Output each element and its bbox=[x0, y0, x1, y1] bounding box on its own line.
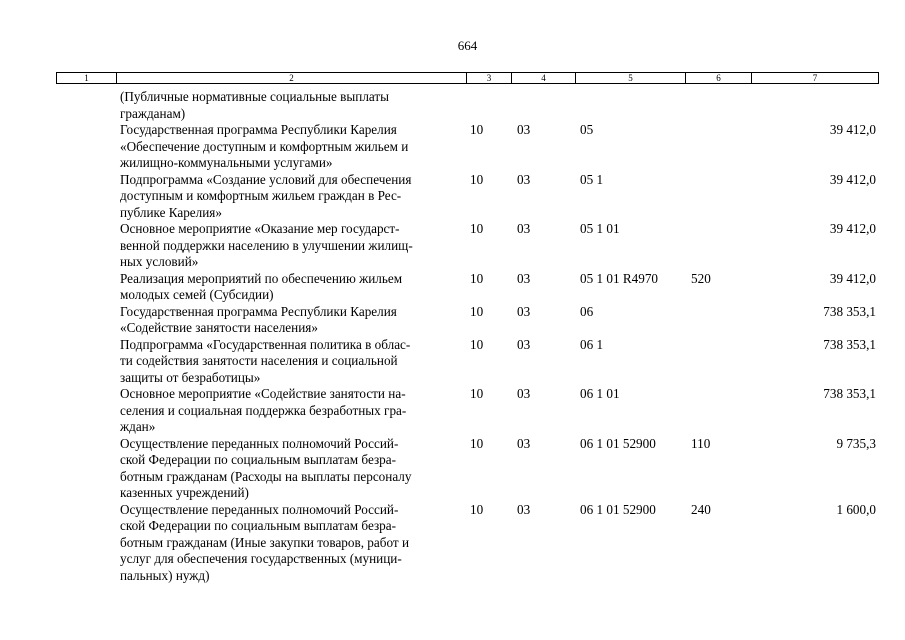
row-section: 10 bbox=[470, 435, 484, 451]
row-name: Основное мероприятие «Содействие занятости на- селения и социальная поддержка безработных гра- ждан» bbox=[120, 386, 407, 434]
row-subsection: 03 bbox=[517, 303, 531, 319]
row-target-article: 06 1 01 bbox=[580, 386, 620, 401]
row-amount: 39 412,0 bbox=[829, 270, 876, 286]
table-row bbox=[0, 436, 905, 502]
row-section: 10 bbox=[470, 336, 484, 352]
table-row bbox=[0, 386, 905, 436]
row-subsection: 03 bbox=[517, 501, 531, 517]
table-row bbox=[0, 221, 905, 271]
row-name: Реализация мероприятий по обеспечению жильем молодых семей (Субсидии) bbox=[120, 270, 403, 302]
table-row bbox=[0, 89, 905, 122]
row-target-article: 05 bbox=[580, 122, 594, 137]
header-cell: 4 bbox=[512, 73, 576, 83]
row-amount: 39 412,0 bbox=[829, 171, 876, 187]
row-name: Основное мероприятие «Оказание мер государст- венной поддержки населению в улучшении жилищ- ных условий» bbox=[120, 221, 413, 269]
row-target-article: 05 1 01 R4970 bbox=[580, 270, 659, 286]
row-subsection: 03 bbox=[517, 221, 531, 236]
row-name: (Публичные нормативные социальные выплаты гражданам) bbox=[120, 89, 390, 121]
row-subsection: 03 bbox=[517, 171, 531, 187]
row-target-article: 05 1 bbox=[580, 171, 604, 187]
header-cell: 7 bbox=[812, 73, 818, 83]
row-amount: 738 353,1 bbox=[823, 336, 876, 352]
row-name: Государственная программа Республики Карелия «Содействие занятости населения» bbox=[120, 303, 397, 335]
row-expense-type: 110 bbox=[691, 435, 711, 451]
row-subsection: 03 bbox=[517, 122, 531, 137]
header-cell: 3 bbox=[467, 73, 512, 83]
row-target-article: 06 bbox=[580, 303, 594, 319]
row-name: Подпрограмма «Создание условий для обеспечения доступным и комфортным жильем граждан в Рес- публике Карелия» bbox=[120, 171, 412, 220]
budget-table-body bbox=[0, 89, 905, 584]
row-amount: 1 600,0 bbox=[836, 501, 876, 517]
table-row bbox=[0, 502, 905, 585]
row-amount: 39 412,0 bbox=[829, 221, 876, 236]
row-amount: 738 353,1 bbox=[823, 303, 876, 319]
table-row bbox=[0, 337, 905, 387]
header-cell: 1 bbox=[57, 73, 117, 83]
row-expense-type: 520 bbox=[691, 270, 711, 286]
row-subsection: 03 bbox=[517, 386, 531, 401]
row-section: 10 bbox=[470, 303, 484, 319]
row-subsection: 03 bbox=[517, 435, 531, 451]
header-cell: 5 bbox=[576, 73, 686, 83]
table-row bbox=[0, 271, 905, 304]
row-target-article: 06 1 01 52900 bbox=[580, 435, 656, 451]
row-section: 10 bbox=[470, 270, 484, 286]
row-expense-type: 240 bbox=[691, 501, 711, 517]
row-amount: 9 735,3 bbox=[836, 435, 876, 451]
row-target-article: 06 1 01 52900 bbox=[580, 501, 656, 517]
row-section: 10 bbox=[470, 171, 484, 187]
header-cell: 6 bbox=[686, 73, 752, 83]
row-subsection: 03 bbox=[517, 336, 531, 352]
row-section: 10 bbox=[470, 221, 484, 236]
row-name: Государственная программа Республики Карелия «Обеспечение доступным и комфортным жильем и жилищно-коммунальными услугами» bbox=[120, 122, 409, 170]
row-section: 10 bbox=[470, 501, 484, 517]
row-name: Осуществление переданных полномочий Россий- ской Федерации по социальным выплатам безра- ботным гражданам (Иные закупки товаров, работ и услуг для обеспечения государственных (муници- пальных) нужд) bbox=[120, 501, 410, 583]
header-cell: 2 bbox=[117, 73, 467, 83]
page-number: 664 bbox=[457, 38, 478, 53]
table-row bbox=[0, 304, 905, 337]
row-amount: 39 412,0 bbox=[829, 122, 876, 137]
row-target-article: 05 1 01 bbox=[580, 221, 620, 236]
row-amount: 738 353,1 bbox=[823, 386, 876, 401]
table-row bbox=[0, 172, 905, 222]
table-header-row bbox=[56, 72, 879, 84]
row-subsection: 03 bbox=[517, 270, 531, 286]
table-row bbox=[0, 122, 905, 172]
row-section: 10 bbox=[470, 386, 484, 401]
row-section: 10 bbox=[470, 122, 484, 137]
row-target-article: 06 1 bbox=[580, 336, 604, 352]
row-name: Подпрограмма «Государственная политика в облас- ти содействия занятости населения и социальной защиты от безработицы» bbox=[120, 336, 411, 385]
row-name: Осуществление переданных полномочий Россий- ской Федерации по социальным выплатам безра- ботным гражданам (Расходы на выплаты персоналу казенных учреждений) bbox=[120, 435, 412, 500]
